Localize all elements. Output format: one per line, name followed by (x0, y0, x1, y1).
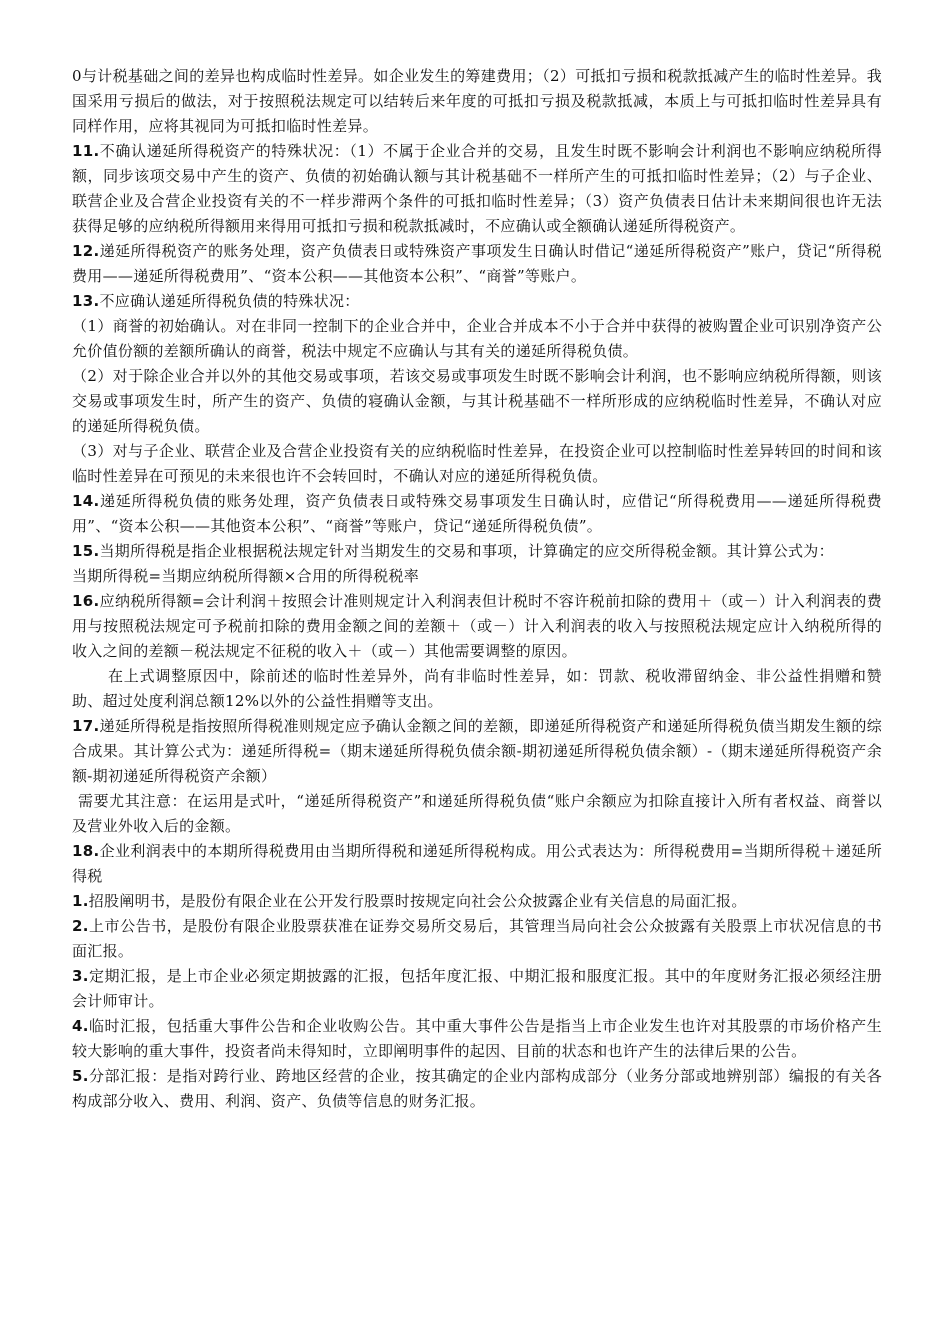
paragraph-18 (72, 839, 882, 889)
paragraph-text: 定期汇报，是上市企业必须定期披露的汇报，包括年度汇报、中期汇报和服度汇报。其中的年度财务汇报必须经注册会计师审计。 (72, 967, 882, 1010)
paragraph-report-4 (72, 1014, 882, 1064)
paragraph-text: 递延所得税资产的账务处理，资产负债表日或特殊资产事项发生日确认时借记“递延所得税资产”账户，贷记“所得税费用——递延所得税费用”、“资本公积——其他资本公积”、“商誉”等账户。 (72, 242, 882, 285)
paragraph-text: 当期所得税=当期应纳税所得额×合用的所得税税率 (72, 567, 420, 585)
paragraph-text: 分部汇报：是指对跨行业、跨地区经营的企业，按其确定的企业内部构成部分（业务分部或地辨别部）编报的有关各构成部分收入、费用、利润、资产、负债等信息的财务汇报。 (72, 1067, 882, 1110)
paragraph-11 (72, 139, 882, 239)
item-number: 14. (72, 492, 100, 510)
paragraph-report-3 (72, 964, 882, 1014)
paragraph-text: 临时汇报，包括重大事件公告和企业收购公告。其中重大事件公告是指当上市企业发生也许对其股票的市场价格产生较大影响的重大事件，投资者尚未得知时，立即阐明事件的起因、目前的状态和也许产生的法律后果的公告。 (72, 1017, 882, 1060)
paragraph-text: 不应确认递延所得税负债的特殊状况： (99, 292, 360, 310)
paragraph-text: 递延所得税是指按照所得税准则规定应予确认金额之间的差额，即递延所得税资产和递延所得税负债当期发生额的综合成果。其计算公式为：递延所得税=（期末递延所得税负债余额-期初递延所得税负债余额）-（期末递延所得税资产余额-期初递延所得税资产余额） (72, 717, 882, 785)
paragraph-text: 上市公告书，是股份有限企业股票获准在证券交易所交易后，其管理当局向社会公众披露有关股票上市状况信息的书面汇报。 (72, 917, 882, 960)
paragraph-text: （1）商誉的初始确认。对在非同一控制下的企业合并中，企业合并成本不小于合并中获得的被购置企业可识别净资产公允价值份额的差额所确认的商誉，税法中规定不应确认与其有关的递延所得税负债。 (72, 317, 882, 360)
item-number: 2. (72, 917, 89, 935)
paragraph-text: 递延所得税负债的账务处理，资产负债表日或特殊交易事项发生日确认时，应借记“所得税费用——递延所得税费用”、“资本公积——其他资本公积”、“商誉”等账户，贷记“递延所得税负债”。 (72, 492, 882, 535)
item-number: 16. (72, 592, 100, 610)
paragraph-text: 不确认递延所得税资产的特殊状况：（1）不属于企业合并的交易，且发生时既不影响会计利润也不影响应纳税所得额，同步该项交易中产生的资产、负债的初始确认额与其计税基础不一样所产生的可抵扣临时性差异；（2）与子企业、联营企业及合营企业投资有关的不一样步滞两个条件的可抵扣临时性差异；（3）资产负债表日估计未来期间很也许无法获得足够的应纳税所得额用来得用可抵扣亏损和税款抵减时，不应确认或全额确认递延所得税资产。 (72, 142, 882, 235)
paragraph-continuation (72, 64, 882, 139)
paragraph-text: 0与计税基础之间的差异也构成临时性差异。如企业发生的筹建费用；（2）可抵扣亏损和税款抵减产生的临时性差异。我国采用亏损后的做法，对于按照税法规定可以结转后来年度的可抵扣亏损及税款抵减，本质上与可抵扣临时性差异具有同样作用，应将其视同为可抵扣临时性差异。 (72, 67, 882, 135)
paragraph-text: （2）对于除企业合并以外的其他交易或事项，若该交易或事项发生时既不影响会计利润，也不影响应纳税所得额，则该交易或事项发生时，所产生的资产、负债的寝确认金额，与其计税基础不一样所形成的应纳税临时性差异，不确认对应的递延所得税负债。 (72, 367, 882, 435)
paragraph-text: （3）对与子企业、联营企业及合营企业投资有关的应纳税临时性差异，在投资企业可以控制临时性差异转回的时间和该临时性差异在可预见的未来很也许不会转回时，不确认对应的递延所得税负债。 (72, 442, 882, 485)
paragraph-report-5 (72, 1064, 882, 1114)
paragraph-13-sub-2 (72, 364, 882, 439)
item-number: 11. (72, 142, 100, 160)
item-number: 17. (72, 717, 100, 735)
paragraph-text: 在上式调整原因中，除前述的临时性差异外，尚有非临时性差异，如：罚款、税收滞留纳金、非公益性捐赠和赞助、超过处度利润总额12%以外的公益性捐赠等支出。 (72, 667, 882, 710)
paragraph-13 (72, 289, 882, 314)
paragraph-13-sub-3 (72, 439, 882, 489)
paragraph-text: 企业利润表中的本期所得税费用由当期所得税和递延所得税构成。用公式表达为：所得税费用=当期所得税＋递延所得税 (72, 842, 882, 885)
item-number: 3. (72, 967, 89, 985)
paragraph-17 (72, 714, 882, 789)
item-number: 1. (72, 892, 89, 910)
paragraph-report-2 (72, 914, 882, 964)
item-number: 13. (72, 292, 100, 310)
paragraph-text: 应纳税所得额=会计利润＋按照会计准则规定计入利润表但计税时不容许税前扣除的费用＋（或－）计入利润表的费用与按照税法规定可予税前扣除的费用金额之间的差额＋（或－）计入利润表的收入与按照税法规定应计入纳税所得的收入之间的差额－税法规定不征税的收入＋（或－）其他需要调整的原因。 (72, 592, 882, 660)
paragraph-14 (72, 489, 882, 539)
item-number: 15. (72, 542, 100, 560)
item-number: 12. (72, 242, 100, 260)
paragraph-text: 当期所得税是指企业根据税法规定针对当期发生的交易和事项，计算确定的应交所得税金额。其计算公式为： (99, 542, 834, 560)
paragraph-text: 招股阐明书，是股份有限企业在公开发行股票时按规定向社会公众披露企业有关信息的局面汇报。 (88, 892, 747, 910)
paragraph-16 (72, 589, 882, 664)
paragraph-17-note (72, 789, 882, 839)
item-number: 18. (72, 842, 100, 860)
paragraph-text: 需要尤其注意：在运用是式叶，“递延所得税资产”和递延所得税负债“账户余额应为扣除直接计入所有者权益、商誉以及营业外收入后的金额。 (72, 792, 882, 835)
paragraph-report-1 (72, 889, 882, 914)
formula-current-tax (72, 564, 882, 589)
item-number: 4. (72, 1017, 89, 1035)
item-number: 5. (72, 1067, 89, 1085)
paragraph-13-sub-1 (72, 314, 882, 364)
paragraph-16-note (72, 664, 882, 714)
paragraph-15 (72, 539, 882, 564)
paragraph-12 (72, 239, 882, 289)
